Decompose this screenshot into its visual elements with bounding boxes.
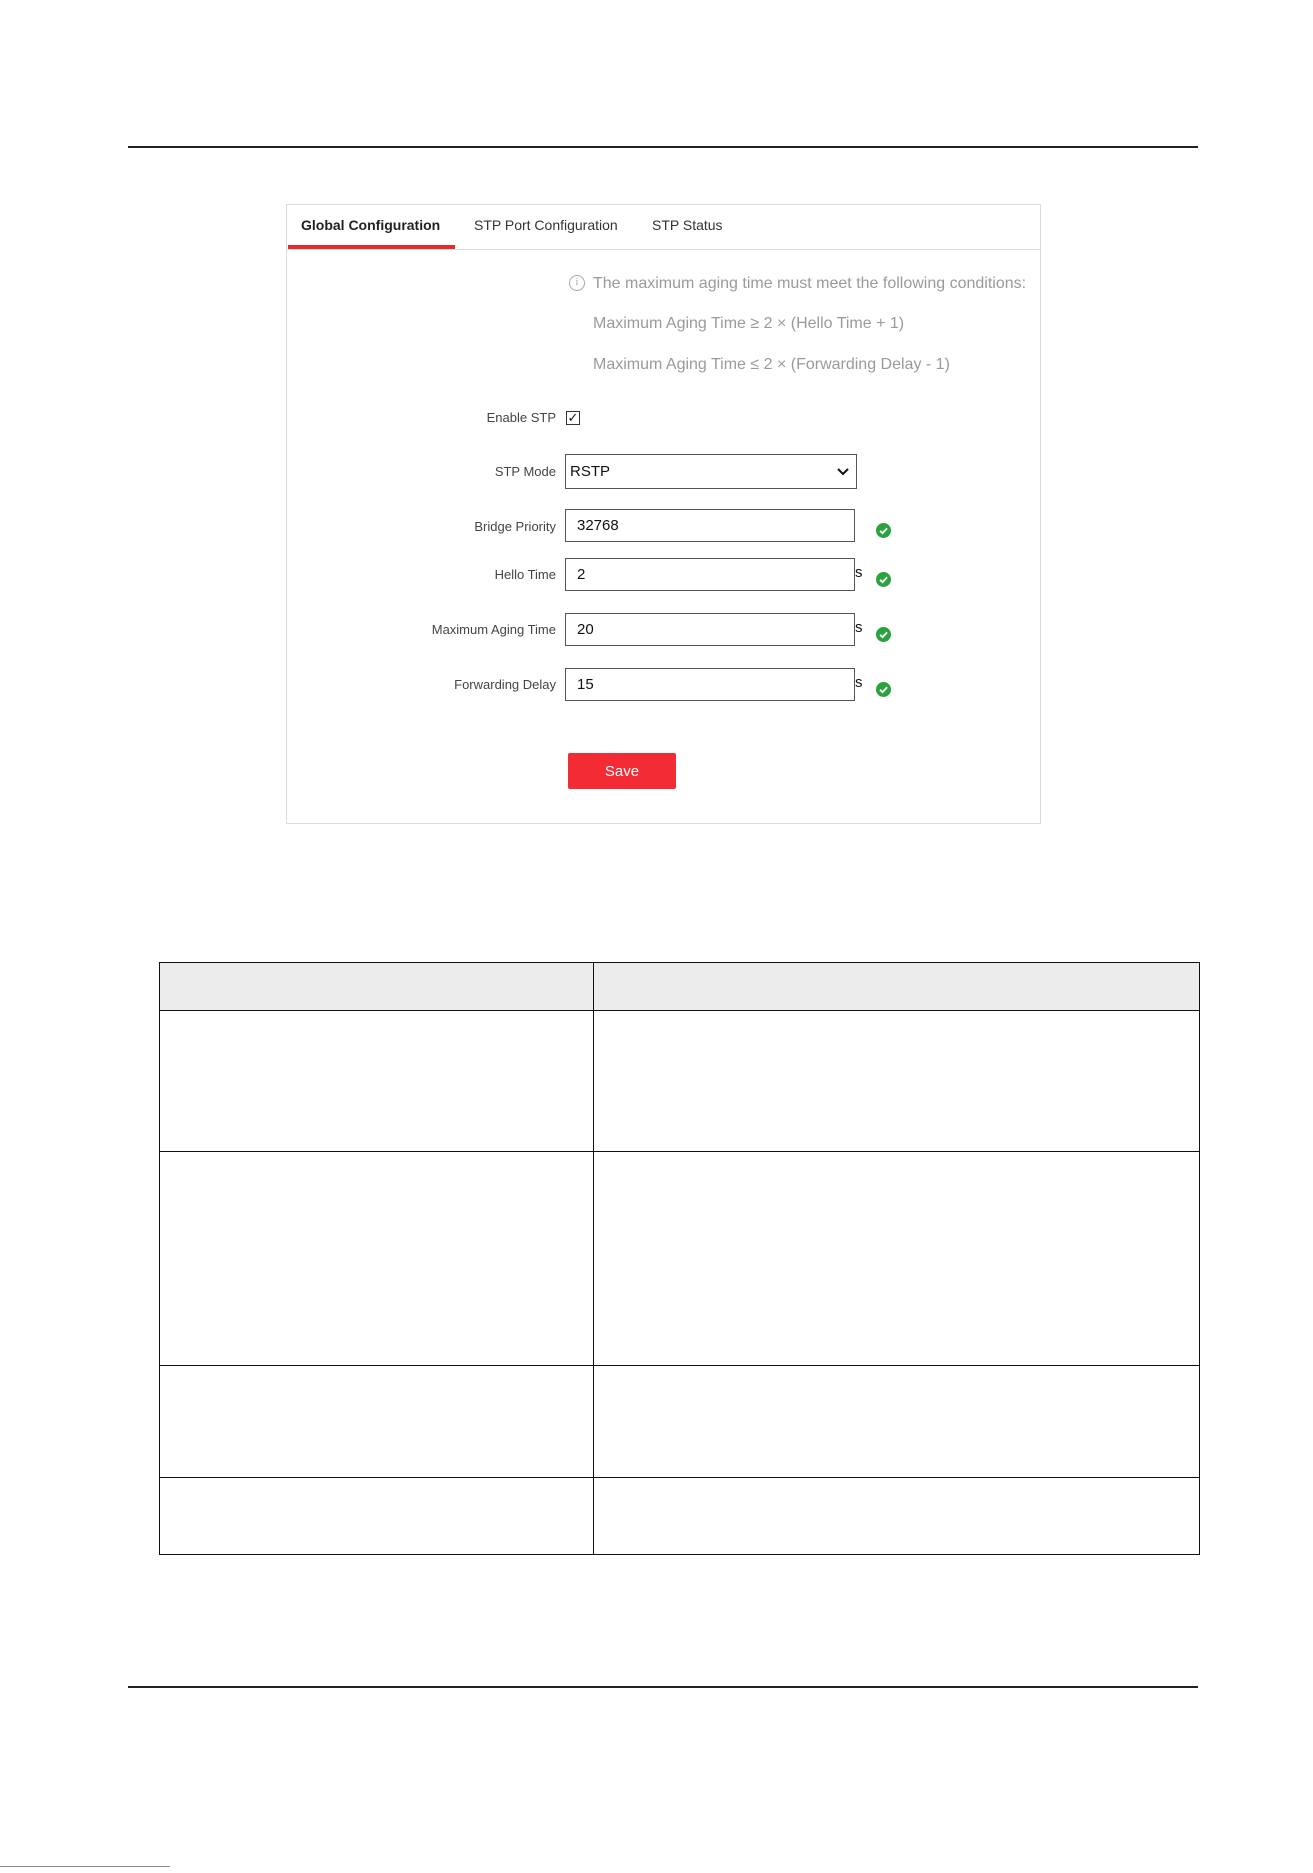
enable-stp-checkbox[interactable]: ✓ [567, 410, 579, 425]
table-cell [160, 1152, 594, 1366]
bottom-edge-line [0, 1866, 170, 1867]
table-cell [160, 1366, 594, 1478]
tab-global-configuration[interactable]: Global Configuration [301, 217, 441, 233]
table-header-cell [160, 963, 594, 1011]
parameter-table [159, 962, 1200, 1555]
table-cell [594, 1152, 1200, 1366]
table-cell [160, 1478, 594, 1555]
chevron-down-icon [836, 465, 850, 479]
check-circle-icon [876, 523, 891, 538]
footer-rule [128, 1686, 1198, 1688]
hello-time-unit: s [855, 564, 863, 581]
forwarding-delay-input[interactable] [565, 668, 855, 701]
table-row [160, 1478, 1200, 1555]
table-cell [594, 1478, 1200, 1555]
table-header-row [160, 963, 1200, 1011]
hello-time-input[interactable] [565, 558, 855, 591]
table-header-cell [594, 963, 1200, 1011]
header-rule [128, 146, 1198, 148]
notice-line-3: Maximum Aging Time ≤ 2 × (Forwarding Delay - 1) [593, 356, 950, 373]
notice-line-2: Maximum Aging Time ≥ 2 × (Hello Time + 1) [593, 315, 905, 332]
active-tab-indicator [288, 245, 455, 249]
stp-mode-select[interactable] [565, 454, 857, 489]
max-aging-time-input[interactable] [565, 613, 855, 646]
table-cell [594, 1366, 1200, 1478]
save-button[interactable]: Save [568, 753, 676, 789]
stp-mode-label: STP Mode [494, 464, 556, 479]
max-aging-time-unit: s [855, 619, 863, 636]
stp-mode-value: RSTP [570, 463, 611, 480]
forwarding-delay-label: Forwarding Delay [454, 677, 556, 692]
table-row [160, 1152, 1200, 1366]
table-cell [594, 1011, 1200, 1152]
tab-bar [287, 205, 1040, 250]
notice-line-1: The maximum aging time must meet the following conditions: [593, 275, 1027, 292]
tab-stp-status[interactable]: STP Status [652, 217, 723, 233]
check-circle-icon [876, 572, 891, 587]
tab-stp-port-configuration[interactable]: STP Port Configuration [474, 217, 618, 233]
table-row [160, 1011, 1200, 1152]
stp-config-panel [286, 204, 1041, 824]
bridge-priority-input[interactable] [565, 509, 855, 542]
forwarding-delay-unit: s [855, 674, 863, 691]
table-row [160, 1366, 1200, 1478]
check-circle-icon [876, 682, 891, 697]
max-aging-time-label: Maximum Aging Time [431, 622, 556, 637]
enable-stp-label: Enable STP [486, 410, 556, 425]
hello-time-label: Hello Time [494, 567, 556, 582]
bridge-priority-label: Bridge Priority [474, 519, 556, 534]
check-circle-icon [876, 627, 891, 642]
info-icon: i [569, 275, 585, 291]
table-cell [160, 1011, 594, 1152]
